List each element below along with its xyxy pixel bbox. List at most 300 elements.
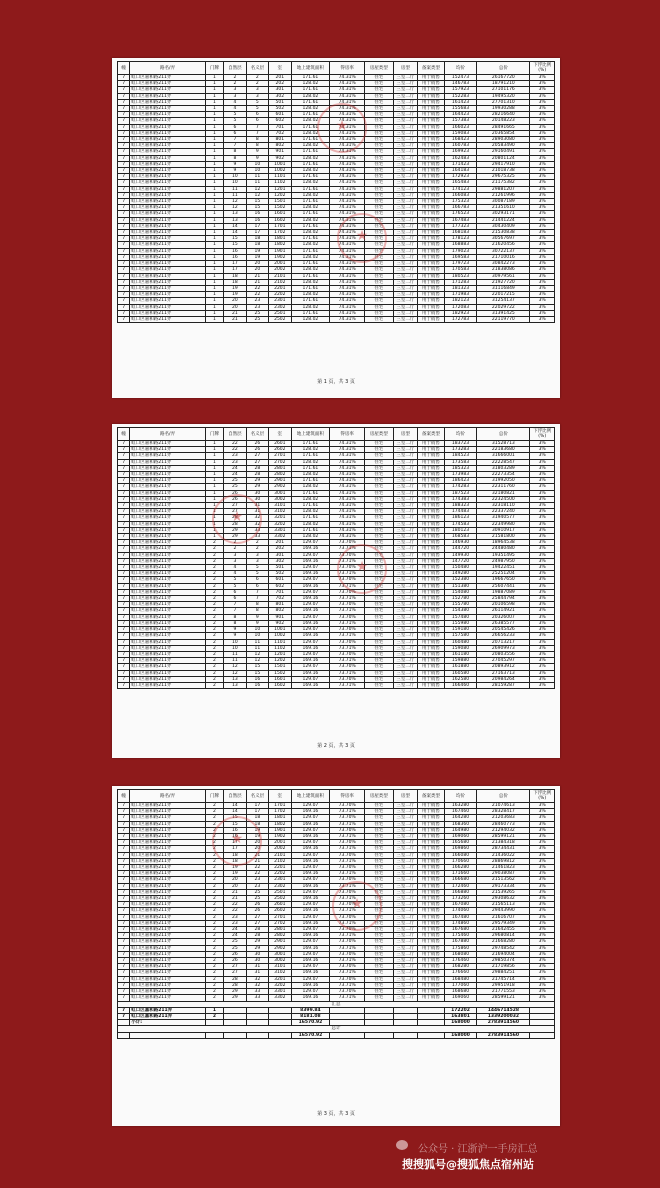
table-cell: 7	[118, 205, 130, 211]
table-cell: 三室二厅	[393, 815, 418, 821]
table-cell: 虹口区嘉和路211弄	[130, 242, 206, 248]
table-cell: 29	[246, 478, 268, 484]
table-cell: 1	[205, 93, 223, 99]
table-cell: 171660	[444, 871, 477, 877]
table-cell: 169.16	[291, 658, 330, 664]
table-cell: 9	[224, 633, 246, 639]
table-cell: 169.16	[291, 970, 330, 976]
table-cell: 2	[205, 902, 223, 908]
table-cell: 7	[118, 230, 130, 236]
table-cell: 171.61	[291, 261, 330, 267]
table-cell: 128.02	[291, 292, 330, 298]
table-cell: 7	[118, 223, 130, 229]
table-cell: 2	[205, 546, 223, 552]
table-cell: 住宅	[365, 267, 394, 273]
table-cell: 7	[118, 459, 130, 465]
table-cell: 虹口区嘉和路211弄	[130, 106, 206, 112]
table-cell: 三室二厅	[393, 902, 418, 908]
table-cell: 虹口区嘉和路211弄	[130, 441, 206, 447]
table-cell: 用于销售	[418, 670, 445, 676]
table-cell: 7	[118, 168, 130, 174]
table-cell: 虹口区嘉和路211弄	[130, 453, 206, 459]
table-cell: 虹口区嘉和路211弄	[130, 310, 206, 316]
table-cell: 159180	[444, 627, 477, 633]
table-cell: 7	[118, 478, 130, 484]
table-cell: 用于销售	[418, 112, 445, 118]
table-cell: 虹口区嘉和路211弄	[130, 465, 206, 471]
table-cell: 2701	[269, 914, 291, 920]
table-cell: 三室二厅	[393, 236, 418, 242]
table-cell: 27	[246, 914, 268, 920]
summary-cell: 小计:	[130, 1020, 206, 1026]
table-cell: 1	[205, 211, 223, 217]
table-cell: 住宅	[365, 503, 394, 509]
table-cell: 3%	[530, 803, 555, 809]
table-cell: 22337240	[477, 509, 530, 515]
table-cell: 701	[269, 124, 291, 130]
table-cell: 三室二厅	[393, 589, 418, 595]
table-cell: 157580	[444, 633, 477, 639]
table-cell: 虹口区嘉和路211弄	[130, 279, 206, 285]
watermark-account: 公众号 · 江浙沪一手房汇总	[418, 1144, 538, 1155]
table-cell: 73.70%	[330, 852, 365, 858]
table-cell: 16	[246, 217, 268, 223]
table-cell: 用于销售	[418, 149, 445, 155]
table-cell: 3%	[530, 298, 555, 304]
table-cell: 129.07	[291, 565, 330, 571]
table-cell: 13	[224, 211, 246, 217]
table-cell: 6	[246, 583, 268, 589]
table-cell: 3%	[530, 441, 555, 447]
table-cell: 虹口区嘉和路211弄	[130, 976, 206, 982]
table-cell: 3%	[530, 484, 555, 490]
table-cell: 12	[246, 658, 268, 664]
table-cell: 2801	[269, 927, 291, 933]
table-cell: 三室二厅	[393, 292, 418, 298]
table-cell: 7	[118, 552, 130, 558]
table-cell: 169.16	[291, 809, 330, 815]
table-cell: 住宅	[365, 168, 394, 174]
table-cell: 28903080	[477, 137, 530, 143]
table-cell: 29	[246, 945, 268, 951]
table-cell: 3%	[530, 124, 555, 130]
table-cell: 3201	[269, 976, 291, 982]
table-cell: 三室二厅	[393, 627, 418, 633]
table-cell: 7	[118, 858, 130, 864]
table-cell: 虹口区嘉和路211弄	[130, 889, 206, 895]
table-cell: 住宅	[365, 254, 394, 260]
total-cell	[246, 1032, 268, 1038]
table-cell: 185323	[444, 465, 477, 471]
table-cell: 128.02	[291, 484, 330, 490]
table-cell: 29850374	[477, 958, 530, 964]
table-cell: 18	[246, 815, 268, 821]
table-cell: 202	[269, 81, 291, 87]
table-cell: 7	[118, 217, 130, 223]
table-cell: 7	[118, 316, 130, 322]
table-cell: 7	[118, 852, 130, 858]
table-cell: 74.31%	[330, 180, 365, 186]
table-cell: 2	[205, 827, 223, 833]
table-cell: 21441224	[477, 217, 530, 223]
table-cell: 住宅	[365, 292, 394, 298]
summary-cell: 2	[205, 1013, 223, 1019]
table-cell: 虹口区嘉和路211弄	[130, 546, 206, 552]
table-cell: 虹口区嘉和路211弄	[130, 285, 206, 291]
table-cell: 住宅	[365, 877, 394, 883]
column-header: 房型	[393, 428, 418, 441]
table-cell: 19930288	[477, 106, 530, 112]
table-cell: 7	[118, 614, 130, 620]
table-cell: 7	[118, 199, 130, 205]
table-cell: 2602	[269, 908, 291, 914]
table-cell: 2102	[269, 279, 291, 285]
total-cell	[269, 1032, 291, 1038]
table-cell: 16	[224, 254, 246, 260]
table-cell: 23	[246, 877, 268, 883]
table-cell: 21539265	[477, 889, 530, 895]
table-cell: 20	[246, 267, 268, 273]
table-cell: 2202	[269, 292, 291, 298]
table-cell: 166880	[444, 889, 477, 895]
table-cell: 三室二厅	[393, 583, 418, 589]
table-cell: 用于销售	[418, 920, 445, 926]
table-cell: 三室二厅	[393, 809, 418, 815]
table-cell: 16	[224, 827, 246, 833]
table-cell: 128.02	[291, 155, 330, 161]
table-cell: 501	[269, 565, 291, 571]
table-cell: 7	[118, 81, 130, 87]
table-cell: 128.02	[291, 472, 330, 478]
table-cell: 32	[246, 982, 268, 988]
table-cell: 3	[224, 87, 246, 93]
column-header: 自然层	[224, 62, 246, 75]
table-cell: 167880	[444, 939, 477, 945]
table-cell: 302	[269, 93, 291, 99]
table-cell: 用于销售	[418, 939, 445, 945]
table-cell: 2901	[269, 478, 291, 484]
column-header: 室	[269, 62, 291, 75]
table-cell: 三室二厅	[393, 99, 418, 105]
table-cell: 129.07	[291, 976, 330, 982]
table-cell: 168360	[444, 821, 477, 827]
table-cell: 74.31%	[330, 465, 365, 471]
table-cell: 21018738	[477, 168, 530, 174]
table-cell: 住宅	[365, 230, 394, 236]
table-cell: 27701310	[477, 99, 530, 105]
table-cell: 31	[246, 503, 268, 509]
table-cell: 7	[118, 670, 130, 676]
table-cell: 三室二厅	[393, 143, 418, 149]
column-header: 均价	[444, 428, 477, 441]
table-cell: 74.31%	[330, 472, 365, 478]
table-cell: 2	[205, 871, 223, 877]
table-cell: 虹口区嘉和路211弄	[130, 186, 206, 192]
table-cell: 三室二厅	[393, 267, 418, 273]
table-cell: 用于销售	[418, 217, 445, 223]
total-cell: 2783914560	[477, 1032, 530, 1038]
table-cell: 用于销售	[418, 840, 445, 846]
total-row	[118, 1032, 555, 1038]
table-cell: 虹口区嘉和路211弄	[130, 852, 206, 858]
table-cell: 用于销售	[418, 99, 445, 105]
table-cell: 7	[118, 143, 130, 149]
table-cell: 住宅	[365, 627, 394, 633]
summary-cell: 2783914560	[477, 1020, 530, 1026]
table-cell: 3%	[530, 453, 555, 459]
table-cell: 住宅	[365, 279, 394, 285]
table-header-row	[118, 62, 555, 75]
table-cell: 3%	[530, 639, 555, 645]
table-cell: 170660	[444, 858, 477, 864]
table-cell: 1	[205, 99, 223, 105]
table-cell: 7	[118, 871, 130, 877]
table-cell: 129.07	[291, 827, 330, 833]
table-cell: 1201	[269, 651, 291, 657]
table-cell: 27	[246, 459, 268, 465]
table-cell: 7	[118, 596, 130, 602]
table-cell: 17	[224, 267, 246, 273]
table-cell: 2	[205, 803, 223, 809]
table-cell: 虹口区嘉和路211弄	[130, 627, 206, 633]
table-cell: 虹口区嘉和路211弄	[130, 124, 206, 130]
table-cell: 3%	[530, 478, 555, 484]
table-cell: 74.31%	[330, 527, 365, 533]
table-cell: 171.61	[291, 478, 330, 484]
table-cell: 1702	[269, 230, 291, 236]
table-cell: 129.07	[291, 951, 330, 957]
total-cell	[330, 1032, 365, 1038]
table-cell: 33	[246, 527, 268, 533]
table-cell: 73.71%	[330, 558, 365, 564]
table-cell: 7	[118, 490, 130, 496]
page-number: 第 1 页，共 3 页	[317, 379, 355, 385]
table-cell: 虹口区嘉和路211弄	[130, 552, 206, 558]
table-cell: 171.61	[291, 490, 330, 496]
table-cell: 73.70%	[330, 902, 365, 908]
table-cell: 74.31%	[330, 192, 365, 198]
table-cell: 3%	[530, 840, 555, 846]
table-cell: 14	[224, 803, 246, 809]
table-cell: 166023	[444, 124, 477, 130]
table-cell: 183723	[444, 441, 477, 447]
table-cell: 3%	[530, 267, 555, 273]
table-cell: 26	[246, 908, 268, 914]
table-cell: 5	[224, 112, 246, 118]
table-cell: 29675325	[477, 174, 530, 180]
red-seal-stamp-icon	[332, 881, 382, 931]
table-cell: 73.71%	[330, 896, 365, 902]
column-header: 地上建筑面积	[291, 428, 330, 441]
table-cell: 21	[224, 889, 246, 895]
table-cell: 7	[118, 558, 130, 564]
table-cell: 三室二厅	[393, 521, 418, 527]
table-cell: 2	[205, 933, 223, 939]
table-cell: 虹口区嘉和路211弄	[130, 298, 206, 304]
table-cell: 1501	[269, 664, 291, 670]
table-cell: 2	[205, 945, 223, 951]
table-cell: 虹口区嘉和路211弄	[130, 883, 206, 889]
table-cell: 32318110	[477, 503, 530, 509]
column-header: 名义层	[246, 428, 268, 441]
table-cell: 住宅	[365, 472, 394, 478]
table-cell: 23	[224, 453, 246, 459]
red-seal-stamp-icon	[337, 213, 387, 263]
table-cell: 虹口区嘉和路211弄	[130, 447, 206, 453]
table-cell: 8	[224, 620, 246, 626]
table-cell: 用于销售	[418, 186, 445, 192]
table-cell: 3302	[269, 995, 291, 1001]
column-header: 均价	[444, 62, 477, 75]
table-cell: 2301	[269, 298, 291, 304]
table-cell: 用于销售	[418, 565, 445, 571]
table-cell: 虹口区嘉和路211弄	[130, 527, 206, 533]
table-cell: 住宅	[365, 99, 394, 105]
table-cell: 74.31%	[330, 217, 365, 223]
table-cell: 26	[246, 447, 268, 453]
table-cell: 用于销售	[418, 81, 445, 87]
table-cell: 3%	[530, 809, 555, 815]
table-cell: 三室二厅	[393, 558, 418, 564]
table-cell: 住宅	[365, 964, 394, 970]
table-cell: 187523	[444, 490, 477, 496]
table-cell: 1	[205, 484, 223, 490]
table-cell: 3%	[530, 933, 555, 939]
table-cell: 171.61	[291, 441, 330, 447]
table-cell: 1	[205, 279, 223, 285]
table-row	[118, 682, 555, 688]
table-cell: 74.31%	[330, 211, 365, 217]
table-cell: 1502	[269, 670, 291, 676]
table-cell: 三室二厅	[393, 106, 418, 112]
table-cell: 三室二厅	[393, 920, 418, 926]
table-cell: 129.07	[291, 939, 330, 945]
table-cell: 用于销售	[418, 834, 445, 840]
table-cell: 7	[118, 211, 130, 217]
table-cell: 3%	[530, 664, 555, 670]
table-cell: 129.07	[291, 815, 330, 821]
table-cell: 169.16	[291, 995, 330, 1001]
table-cell: 1	[205, 106, 223, 112]
table-cell: 三室二厅	[393, 865, 418, 871]
table-cell: 三室二厅	[393, 261, 418, 267]
table-cell: 19	[246, 834, 268, 840]
table-cell: 160480	[444, 639, 477, 645]
table-cell: 用于销售	[418, 534, 445, 540]
table-cell: 22	[224, 902, 246, 908]
table-cell: 3%	[530, 608, 555, 614]
table-cell: 虹口区嘉和路211弄	[130, 168, 206, 174]
table-cell: 用于销售	[418, 821, 445, 827]
table-cell: 用于销售	[418, 267, 445, 273]
table-cell: 20148223	[477, 118, 530, 124]
table-cell: 虹口区嘉和路211弄	[130, 161, 206, 167]
table-cell: 住宅	[365, 976, 394, 982]
table-cell: 2201	[269, 285, 291, 291]
table-cell: 7	[118, 815, 130, 821]
table-cell: 3%	[530, 927, 555, 933]
column-header: 路名/弄	[130, 62, 206, 75]
table-cell: 2702	[269, 459, 291, 465]
table-cell: 10	[246, 633, 268, 639]
table-cell: 2001	[269, 261, 291, 267]
table-cell: 1602	[269, 217, 291, 223]
table-cell: 29038087	[477, 871, 530, 877]
table-cell: 3	[224, 93, 246, 99]
table-cell: 虹口区嘉和路211弄	[130, 865, 206, 871]
table-cell: 171.61	[291, 124, 330, 130]
table-cell: 26	[224, 951, 246, 957]
table-cell: 三室二厅	[393, 639, 418, 645]
table-cell: 169.16	[291, 821, 330, 827]
table-cell: 3%	[530, 503, 555, 509]
table-cell: 128.02	[291, 496, 330, 502]
table-cell: 2	[205, 633, 223, 639]
table-cell: 5	[246, 565, 268, 571]
table-cell: 166080	[444, 852, 477, 858]
table-cell: 三室二厅	[393, 459, 418, 465]
table-cell: 32	[246, 515, 268, 521]
table-cell: 用于销售	[418, 627, 445, 633]
table-cell: 3%	[530, 292, 555, 298]
table-cell: 三室二厅	[393, 989, 418, 995]
table-cell: 74.31%	[330, 149, 365, 155]
table-cell: 74.31%	[330, 168, 365, 174]
table-cell: 1	[205, 304, 223, 310]
table-cell: 1001	[269, 627, 291, 633]
table-cell: 128.02	[291, 217, 330, 223]
table-cell: 住宅	[365, 199, 394, 205]
table-cell: 5	[246, 106, 268, 112]
table-cell: 3101	[269, 503, 291, 509]
table-cell: 29	[224, 995, 246, 1001]
table-cell: 2	[224, 81, 246, 87]
table-cell: 901	[269, 614, 291, 620]
table-cell: 3%	[530, 596, 555, 602]
table-cell: 住宅	[365, 106, 394, 112]
table-cell: 三室二厅	[393, 896, 418, 902]
table-cell: 21074613	[477, 803, 530, 809]
table-cell: 73.71%	[330, 658, 365, 664]
table-cell: 1702	[269, 809, 291, 815]
table-cell: 三室二厅	[393, 852, 418, 858]
table-cell: 26385577	[477, 620, 530, 626]
table-cell: 2	[205, 976, 223, 982]
table-cell: 用于销售	[418, 664, 445, 670]
table-cell: 三室二厅	[393, 939, 418, 945]
table-cell: 129.07	[291, 803, 330, 809]
table-cell: 三室二厅	[393, 93, 418, 99]
table-cell: 27163713	[477, 670, 530, 676]
table-cell: 2	[205, 620, 223, 626]
table-cell: 74.31%	[330, 174, 365, 180]
table-cell: 1	[205, 143, 223, 149]
table-cell: 用于销售	[418, 889, 445, 895]
table-cell: 21719856	[477, 964, 530, 970]
table-cell: 169.16	[291, 633, 330, 639]
table-cell: 1	[205, 261, 223, 267]
table-cell: 住宅	[365, 865, 394, 871]
table-cell: 7	[118, 155, 130, 161]
table-cell: 虹口区嘉和路211弄	[130, 155, 206, 161]
table-cell: 1	[205, 453, 223, 459]
table-cell: 25	[224, 945, 246, 951]
table-cell: 用于销售	[418, 589, 445, 595]
table-cell: 住宅	[365, 803, 394, 809]
table-cell: 26	[246, 441, 268, 447]
table-cell: 用于销售	[418, 908, 445, 914]
table-cell: 1202	[269, 658, 291, 664]
